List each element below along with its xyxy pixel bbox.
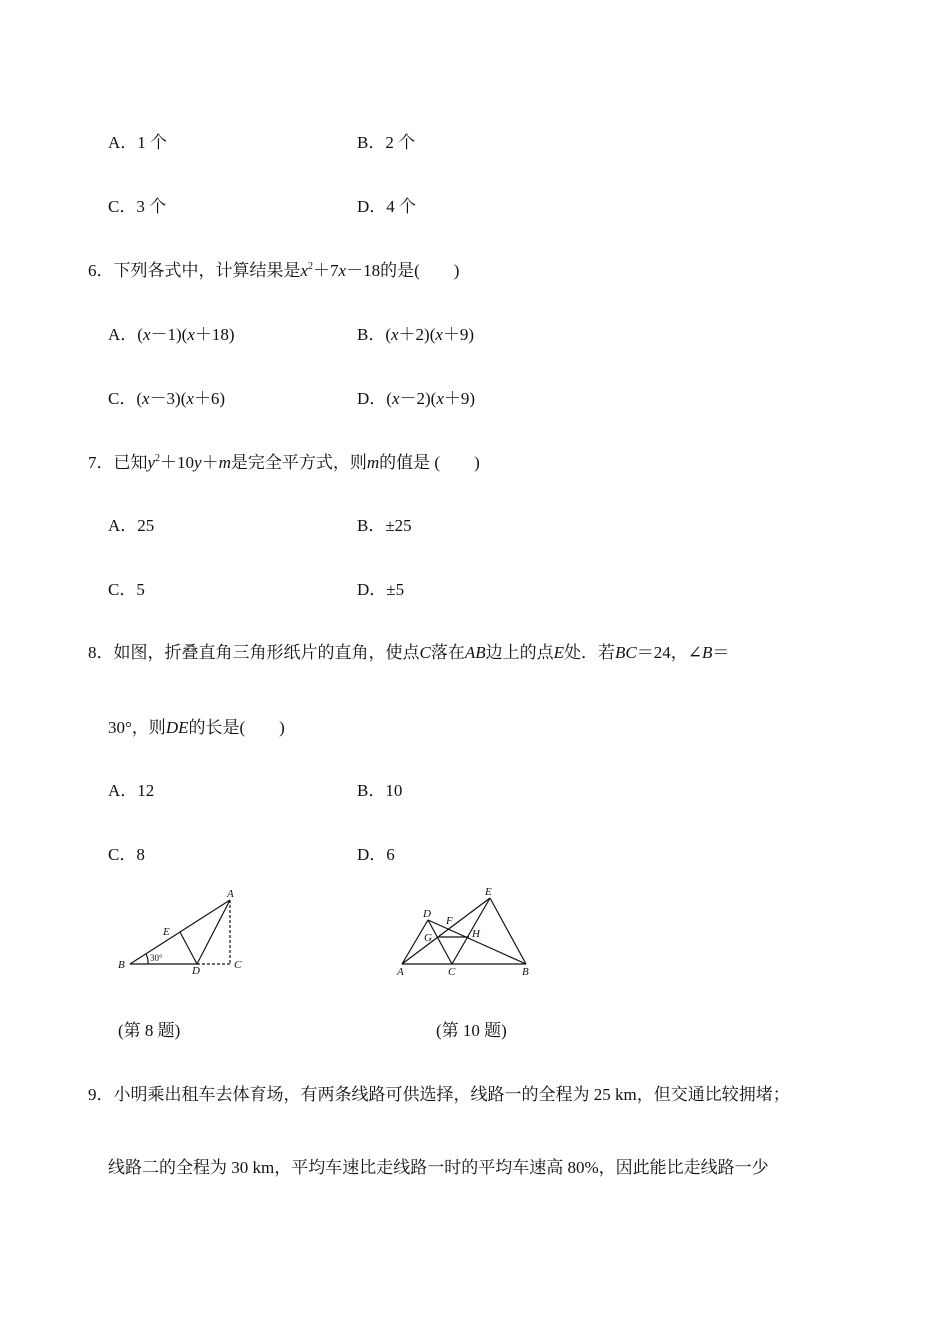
segment-ce — [452, 898, 490, 964]
q8-stem-line2: 30°，则DE的长是( ) — [108, 718, 285, 737]
q5-option-b: B．2 个 — [357, 133, 416, 152]
label-g: G — [424, 932, 432, 944]
q8-option-a: A．12 — [108, 781, 155, 800]
segment-eb — [490, 898, 526, 964]
q7-option-c: C．5 — [108, 580, 145, 599]
q9-stem-line2: 线路二的全程为 30 km，平均车速比走线路一时的平均车速高 80%，因此能比走线路一少 — [108, 1158, 769, 1177]
q6-option-c: C．(x－3)(x＋6) — [108, 389, 226, 408]
q6-option-a: A．(x－1)(x＋18) — [108, 325, 235, 344]
q7-option-a: A．25 — [108, 516, 155, 535]
q7-option-b: B．±25 — [357, 516, 412, 535]
label-f: F — [446, 915, 453, 927]
q8-option-c: C．8 — [108, 845, 145, 864]
label-c: C — [448, 966, 456, 978]
q6-option-b: B．(x＋2)(x＋9) — [357, 325, 475, 344]
q7-stem: 7．已知$y^2+10y+m$是完全平方式，则m的值是 ( ) — [88, 453, 480, 472]
q9-stem-line1: 9．小明乘出租车去体育场，有两条线路可供选择，线路一的全程为 25 km，但交通比较拥堵； — [88, 1085, 790, 1104]
q8-option-b: B．10 — [357, 781, 403, 800]
q6-stem: 6．下列各式中，计算结果是$x^2+7x-18$的是( ) — [88, 261, 460, 280]
segment-db — [428, 920, 526, 964]
label-h: H — [472, 928, 480, 940]
label-e: E — [163, 926, 170, 938]
figure-8-caption: (第 8 题) — [118, 1021, 181, 1040]
label-d: D — [192, 965, 200, 977]
q6-option-d: D．(x－2)(x＋9) — [357, 389, 476, 408]
segment-ad — [197, 900, 230, 964]
label-c: C — [234, 959, 242, 971]
figure-8-diagram — [110, 884, 260, 979]
segment-de — [180, 932, 197, 964]
figure-10 — [390, 882, 540, 982]
figure-10-caption: (第 10 题) — [436, 1021, 507, 1040]
label-b: B — [118, 959, 125, 971]
q5-option-c: C．3 个 — [108, 197, 167, 216]
label-b: B — [522, 966, 529, 978]
q5-option-a: A．1 个 — [108, 133, 168, 152]
label-a: A — [397, 966, 404, 978]
figure-10-diagram — [390, 882, 540, 982]
label-d: D — [423, 908, 431, 920]
label-angle-30: 30° — [150, 953, 163, 963]
label-a: A — [227, 888, 234, 900]
angle-b-arc — [146, 954, 148, 964]
q8-option-d: D．6 — [357, 845, 395, 864]
figure-8 — [110, 884, 260, 979]
q8-stem-line1: 8．如图，折叠直角三角形纸片的直角，使点C落在AB边上的点E处．若BC＝24，∠B＝ — [88, 643, 730, 662]
q7-option-d: D．±5 — [357, 580, 405, 599]
q5-option-d: D．4 个 — [357, 197, 417, 216]
label-e: E — [485, 886, 492, 898]
